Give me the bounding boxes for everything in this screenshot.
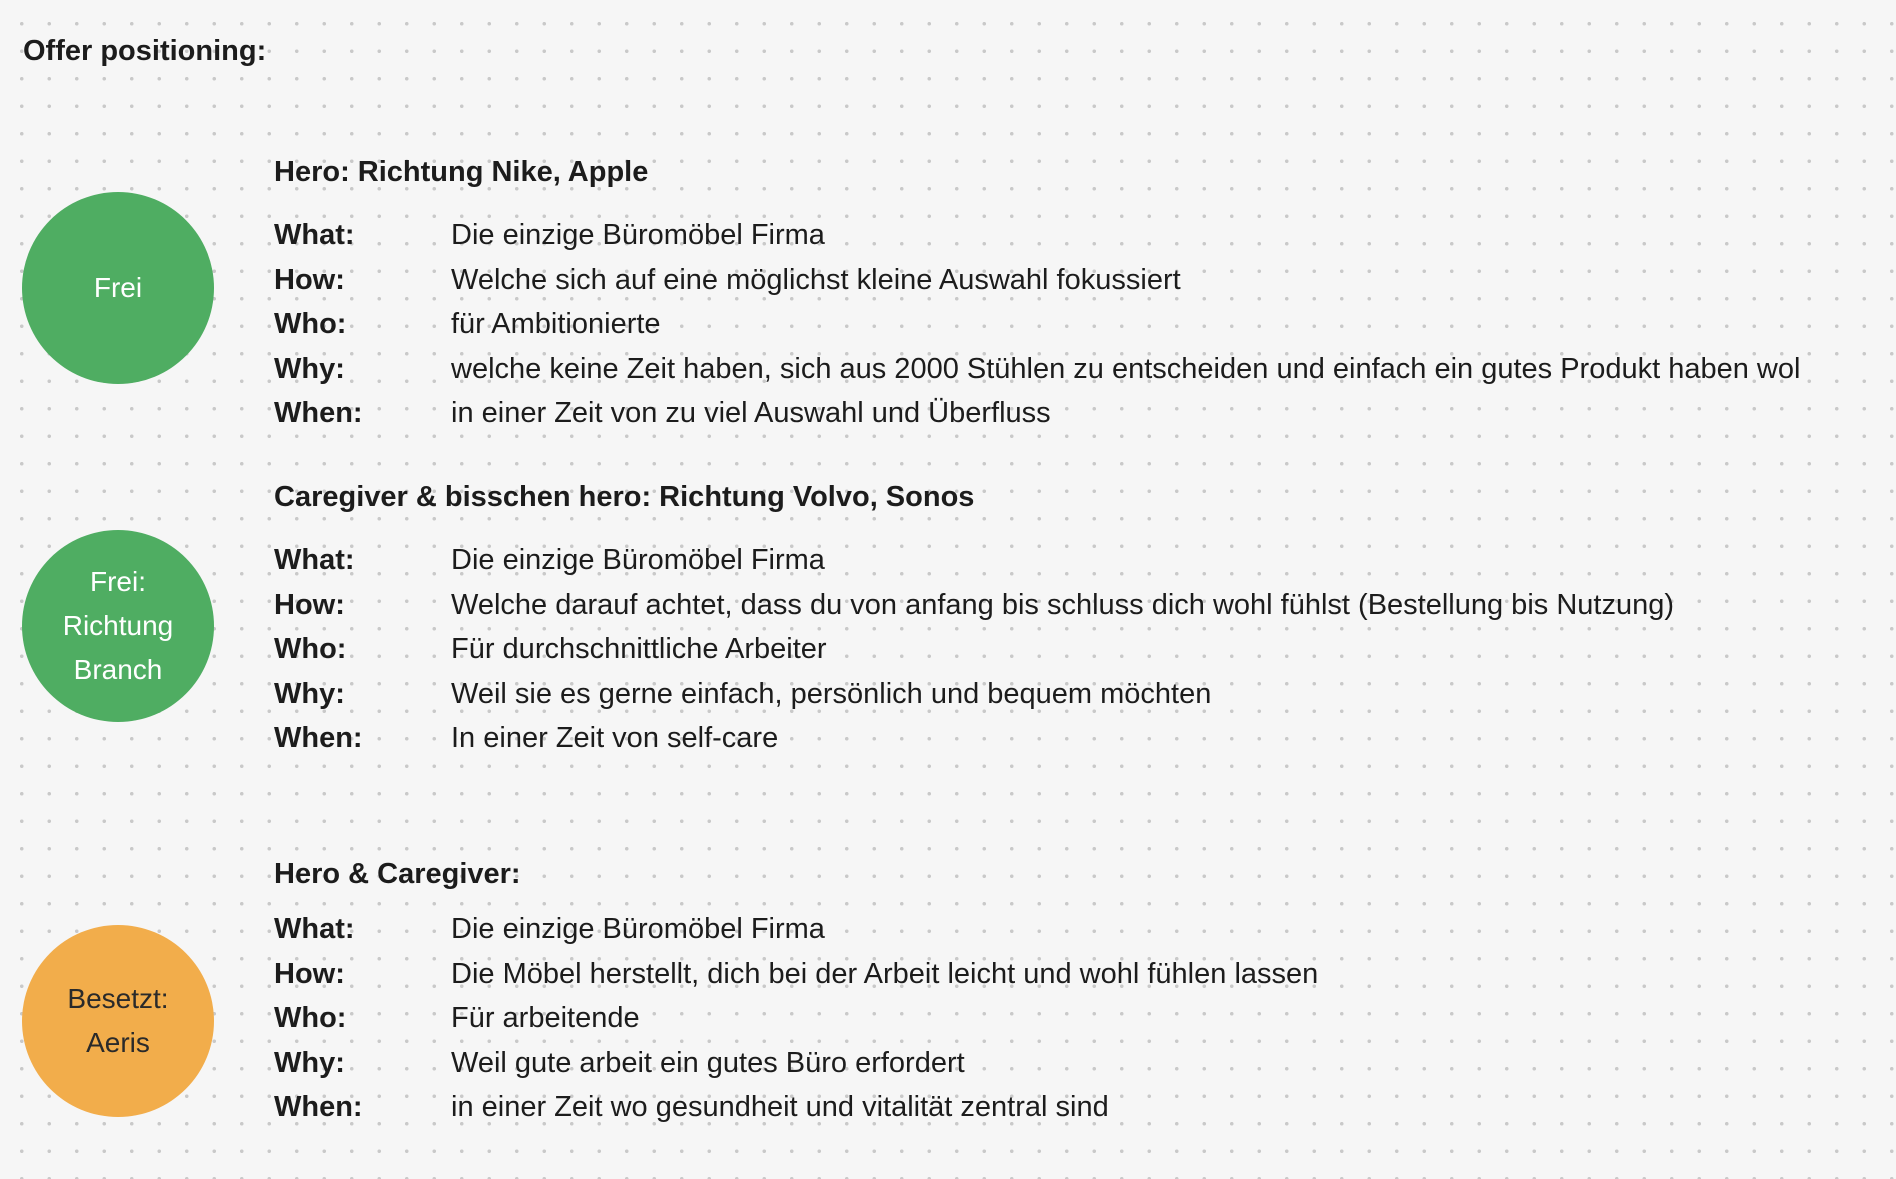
status-badge-frei[interactable] xyxy=(22,192,214,384)
positioning-row-when xyxy=(274,1085,1896,1130)
positioning-list xyxy=(274,213,1896,436)
row-value: Die einzige Büromöbel Firma xyxy=(451,219,825,251)
positioning-row-how xyxy=(274,952,1896,997)
positioning-row-why xyxy=(274,347,1896,392)
positioning-row-when xyxy=(274,391,1896,436)
badge-label: Frei xyxy=(93,272,143,303)
row-value: Für durchschnittliche Arbeiter xyxy=(451,633,827,665)
status-badge-besetzt[interactable] xyxy=(22,925,214,1117)
positioning-row-what xyxy=(274,907,1896,952)
row-key: Who: xyxy=(274,1002,347,1034)
positioning-row-how xyxy=(274,258,1896,303)
row-value: Welche darauf achtet, dass du von anfang bis schluss dich wohl fühlst (Bestellung bis Nutzung) xyxy=(451,588,1674,621)
positioning-row-what xyxy=(274,213,1896,258)
positioning-row-who xyxy=(274,302,1896,347)
positioning-list xyxy=(274,538,1896,761)
row-key: When: xyxy=(274,722,363,754)
badge-label: Richtung xyxy=(62,610,174,641)
badge-label: Aeris xyxy=(86,1027,150,1058)
positioning-row-how xyxy=(274,583,1896,628)
row-value: Die Möbel herstellt, dich bei der Arbeit leicht und wohl fühlen lassen xyxy=(451,957,1319,990)
row-value: Weil sie es gerne einfach, persönlich und bequem möchten xyxy=(451,677,1212,710)
row-key: How: xyxy=(274,263,345,296)
row-key: What: xyxy=(274,219,355,251)
row-key: What: xyxy=(274,913,355,945)
row-key: What: xyxy=(274,544,355,576)
positioning-row-why xyxy=(274,1041,1896,1086)
status-badge-frei-branch[interactable] xyxy=(22,530,214,722)
positioning-row-why xyxy=(274,672,1896,717)
row-key: How: xyxy=(274,957,345,990)
row-key: Who: xyxy=(274,308,347,340)
section-title: Hero & Caregiver: xyxy=(274,858,521,890)
row-key: Why: xyxy=(274,352,345,385)
row-key: How: xyxy=(274,588,345,621)
board-title: Offer positioning: xyxy=(23,35,267,67)
positioning-list xyxy=(274,907,1896,1130)
row-value: in einer Zeit wo gesundheit und vitalität zentral sind xyxy=(451,1091,1109,1123)
section-title: Caregiver & bisschen hero: Richtung Volvo, Sonos xyxy=(274,481,975,513)
badge-label: Branch xyxy=(73,654,163,685)
positioning-row-who xyxy=(274,627,1896,672)
badge-label: Besetzt: xyxy=(67,983,169,1014)
badge-label: Frei: xyxy=(90,566,146,597)
row-key: When: xyxy=(274,1091,363,1123)
positioning-row-who xyxy=(274,996,1896,1041)
positioning-row-what xyxy=(274,538,1896,583)
row-value: welche keine Zeit haben, sich aus 2000 Stühlen zu entscheiden und einfach ein gutes Produkt haben wol xyxy=(451,352,1801,385)
row-key: Why: xyxy=(274,677,345,710)
row-value: für Ambitionierte xyxy=(451,308,661,340)
row-value: Die einzige Büromöbel Firma xyxy=(451,913,825,945)
row-key: When: xyxy=(274,397,363,429)
section-title: Hero: Richtung Nike, Apple xyxy=(274,156,649,188)
row-key: Why: xyxy=(274,1046,345,1079)
row-value: Welche sich auf eine möglichst kleine Auswahl fokussiert xyxy=(451,263,1181,296)
row-value: Die einzige Büromöbel Firma xyxy=(451,544,825,576)
row-value: in einer Zeit von zu viel Auswahl und Überfluss xyxy=(451,397,1051,429)
row-value: In einer Zeit von self-care xyxy=(451,722,779,754)
row-key: Who: xyxy=(274,633,347,665)
row-value: Für arbeitende xyxy=(451,1002,640,1034)
row-value: Weil gute arbeit ein gutes Büro erfordert xyxy=(451,1046,965,1079)
positioning-row-when xyxy=(274,716,1896,761)
